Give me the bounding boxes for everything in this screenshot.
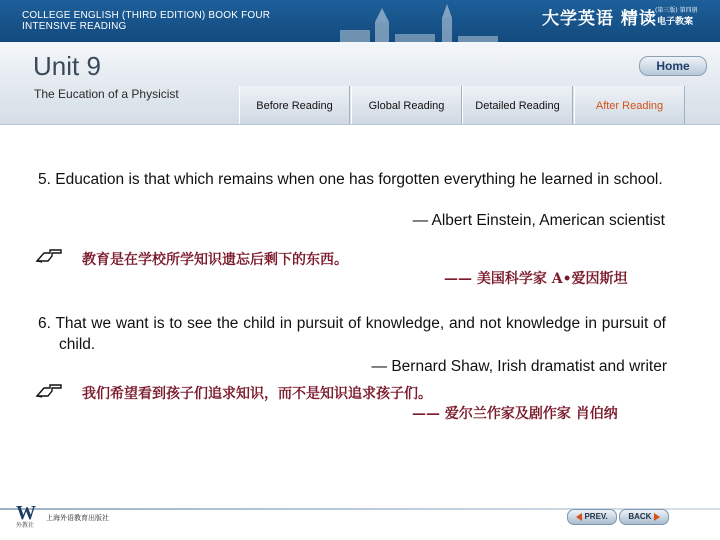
prev-button[interactable] — [567, 509, 617, 525]
header-divider — [0, 124, 720, 125]
top-banner — [0, 0, 720, 42]
right-arrow-icon — [654, 513, 660, 521]
tab-global-reading[interactable]: Global Reading — [351, 86, 462, 124]
unit-title: Unit 9 — [33, 51, 101, 81]
book-title-line2: INTENSIVE READING — [22, 21, 127, 32]
back-label: BACK — [628, 512, 652, 521]
quote-translation: 我们希望看到孩子们追求知识，而不是知识追求孩子们。 — [82, 386, 432, 402]
publisher-name: 上海外语教育出版社 — [46, 514, 109, 522]
brand-edition: (第三版) 第四册 — [655, 7, 698, 14]
quote-text: 5. Education is that which remains when one has forgotten everything he learned in school. — [38, 171, 663, 188]
unit-subtitle: The Eucation of a Physicist — [34, 87, 179, 101]
left-arrow-icon — [576, 513, 582, 521]
pointing-hand-icon[interactable] — [34, 379, 64, 399]
tab-before-reading[interactable]: Before Reading — [239, 86, 350, 124]
translation-attribution: —— 爱尔兰作家及剧作家 肖伯纳 — [412, 406, 618, 422]
pointing-hand-icon[interactable] — [34, 244, 64, 264]
publisher-logo-caption: 外教社 — [16, 523, 35, 529]
quote-attribution: — Bernard Shaw, Irish dramatist and writer — [371, 358, 667, 375]
quote-attribution: — Albert Einstein, American scientist — [412, 212, 665, 229]
publisher-logo: W — [16, 502, 36, 524]
tab-detailed-reading[interactable]: Detailed Reading — [462, 86, 573, 124]
quote-translation: 教育是在学校所学知识遗忘后剩下的东西。 — [82, 252, 348, 268]
tab-after-reading[interactable]: After Reading — [574, 86, 685, 124]
prev-label: PREV. — [584, 512, 608, 521]
book-title-line1: COLLEGE ENGLISH (THIRD EDITION) BOOK FOUR — [22, 10, 271, 21]
brand-title: 大学英语 精读 — [542, 9, 657, 29]
quote-text: 6. That we want is to see the child in pursuit of knowledge, and not knowledge in pursuit of child. — [38, 315, 666, 353]
book-title — [22, 10, 270, 32]
back-button[interactable] — [619, 509, 669, 525]
brand-subtitle: 电子教案 — [657, 17, 694, 27]
translation-attribution: —— 美国科学家 A•爱因斯坦 — [444, 271, 628, 287]
home-button[interactable]: Home — [639, 56, 707, 76]
